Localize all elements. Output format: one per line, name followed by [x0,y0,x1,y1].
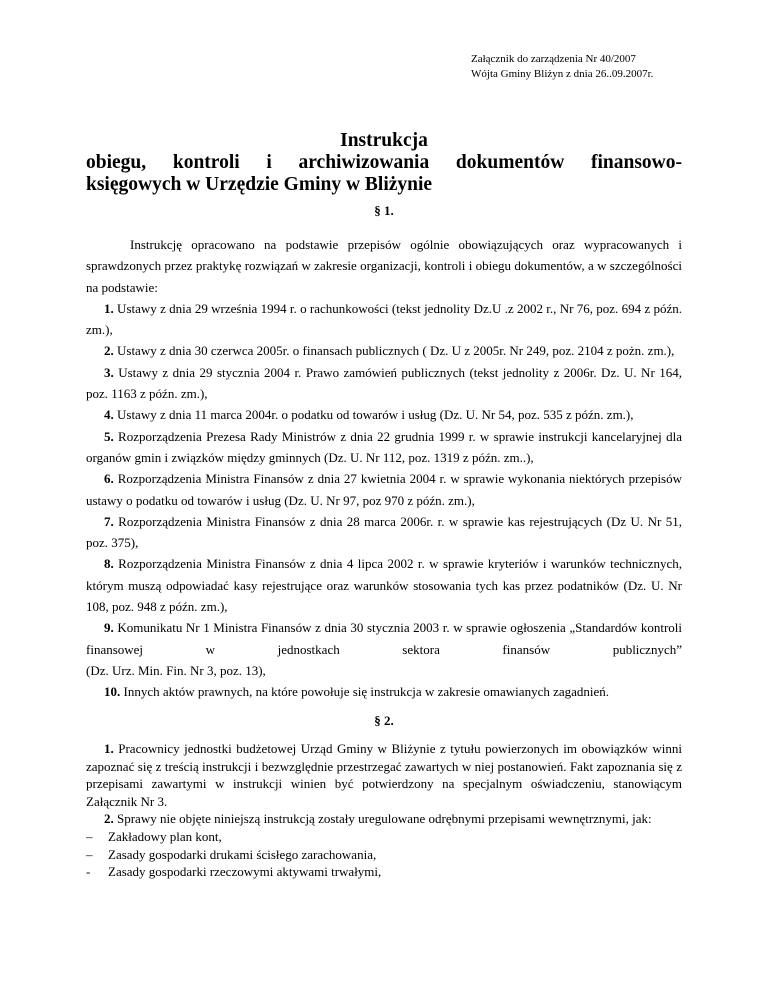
item-text: Innych aktów prawnych, na które powołuje się instrukcja w zakresie omawianych zagadnień. [120,684,610,700]
section-1-intro: Instrukcję opracowano na podstawie przepisów ogólnie obowiązujących oraz wypracowanych i sprawdzonych przez praktykę rozwiązań w zakresie organizacji, kontroli i obiegu dokumentów, a w szczególności na podstawie: [86,237,682,295]
document-title [86,130,682,196]
item-text: Rozporządzenia Ministra Finansów z dnia 4 lipca 2002 r. w sprawie kryteriów i warunków technicznych, którym muszą odpowiadać kasy rejestrujące oraz warunków stosowania tych kas przez podatników (Dz. U. Nr 108, poz. 948 z późn. zm.), [86,556,682,615]
paragraph-number: 1. [104,741,114,756]
paragraph-number: 2. [104,811,114,827]
item-number: 10. [104,684,121,700]
attachment-note-line2: Wójta Gminy Bliżyn z dnia 26..09.2007r. [471,68,654,80]
title-line3: księgowych w Urzędzie Gminy w Bliżynie [86,174,433,195]
list-item [86,426,682,469]
item-number: 9. [104,620,114,636]
list-item [86,511,682,554]
item-text: (Dz. Urz. Min. Fin. Nr 3, poz. 13), [86,662,266,678]
item-text: Rozporządzenia Prezesa Rady Ministrów z dnia 22 grudnia 1999 r. w sprawie instrukcji kancelaryjnej dla organów gmin i związków między gminnych (Dz. U. Nr 112, poz. 1319 z późn. zm..), [86,428,682,465]
title-line1: Instrukcja [340,130,428,151]
section-1-body [86,234,682,703]
item-text: Rozporządzenia Ministra Finansów z dnia 28 marca 2006r. r. w sprawie kas rejestrujących (Dz U. Nr 51, poz. 375), [86,513,682,551]
list-item [86,863,682,881]
list-item [86,846,682,864]
list-item [86,404,682,425]
dash-bullet: – [86,828,93,844]
list-item [86,553,682,617]
attachment-note [471,52,653,82]
section-2-body [86,740,682,881]
section-2-paragraph-1 [86,740,682,810]
item-number: 3. [104,364,114,380]
item-text: Ustawy z dnia 29 stycznia 2004 r. Prawo zamówień publicznych (tekst jednolity z 2006r. Dz. U. Nr 164, poz. 1163 z późn. zm.), [86,364,682,402]
item-text: Rozporządzenia Ministra Finansów z dnia 27 kwietnia 2004 r. w sprawie wykonania niektórych przepisów ustawy o podatku od towarów i usług (Dz. U. Nr 97, poz 970 z późn. zm.), [86,471,682,508]
list-item [86,681,682,702]
item-text: Ustawy z dnia 30 czerwca 2005r. o finansach publicznych ( Dz. U z 2005r. Nr 249, poz. 2104 z pożn. zm.), [113,343,675,359]
paragraph-text: Sprawy nie objęte niniejszą instrukcją zostały uregulowane odrębnymi przepisami wewnętrznymi, jak: [113,811,652,827]
item-number: 1. [104,300,114,316]
item-number: 4. [104,407,114,423]
list-item-text: Zasady gospodarki drukami ścisłego zarachowania, [108,846,377,862]
section-2-heading: § 2. [374,713,394,728]
item-text: Ustawy z dnia 11 marca 2004r. o podatku od towarów i usług (Dz. U. Nr 54, poz. 535 z późn. zm.), [113,407,634,423]
item-number: 2. [104,343,114,359]
section-2-paragraph-2 [86,810,682,828]
list-item [86,617,682,660]
dash-bullet: – [86,846,93,862]
paragraph-text: Pracownicy jednostki budżetowej Urząd Gminy w Bliżynie z tytułu powierzonych im obowiązków winni zapoznać się z treścią instrukcji i bezwzględnie przestrzegać zawartych w niej postanowień. Fakt zapoznania się z przepisami zawartymi w instrukcji winien być potwierdzony na specjalnym oświadczeniu, stanowiącym Załącznik Nr 3. [86,741,682,809]
item-number: 7. [104,513,114,529]
list-item-text: Zasady gospodarki rzeczowymi aktywami trwałymi, [108,864,382,880]
list-item [86,298,682,341]
item-number: 5. [104,428,114,444]
title-line2: obiegu, kontroli i archiwizowania dokumentów finansowo- [86,152,682,173]
attachment-note-line1: Załącznik do zarządzenia Nr 40/2007 [471,53,636,65]
list-item-text: Zakładowy plan kont, [108,828,222,844]
list-item [86,468,682,511]
item-text: Ustawy z dnia 29 września 1994 r. o rachunkowości (tekst jednolity Dz.U .z 2002 r., Nr 76, poz. 694 z późn. zm.), [86,300,682,338]
dash-bullet: - [86,864,91,880]
item-text: Komunikatu Nr 1 Ministra Finansów z dnia 30 stycznia 2003 r. w sprawie ogłoszenia „Standardów kontroli finansowej w jednostkach sektora finansów publicznych” [86,620,682,657]
list-item [86,828,682,846]
list-item [86,362,682,405]
section-1-heading: § 1. [374,203,394,218]
item-number: 6. [104,471,114,487]
list-item-continuation [86,660,682,681]
list-item [86,340,682,361]
item-number: 8. [104,556,114,572]
